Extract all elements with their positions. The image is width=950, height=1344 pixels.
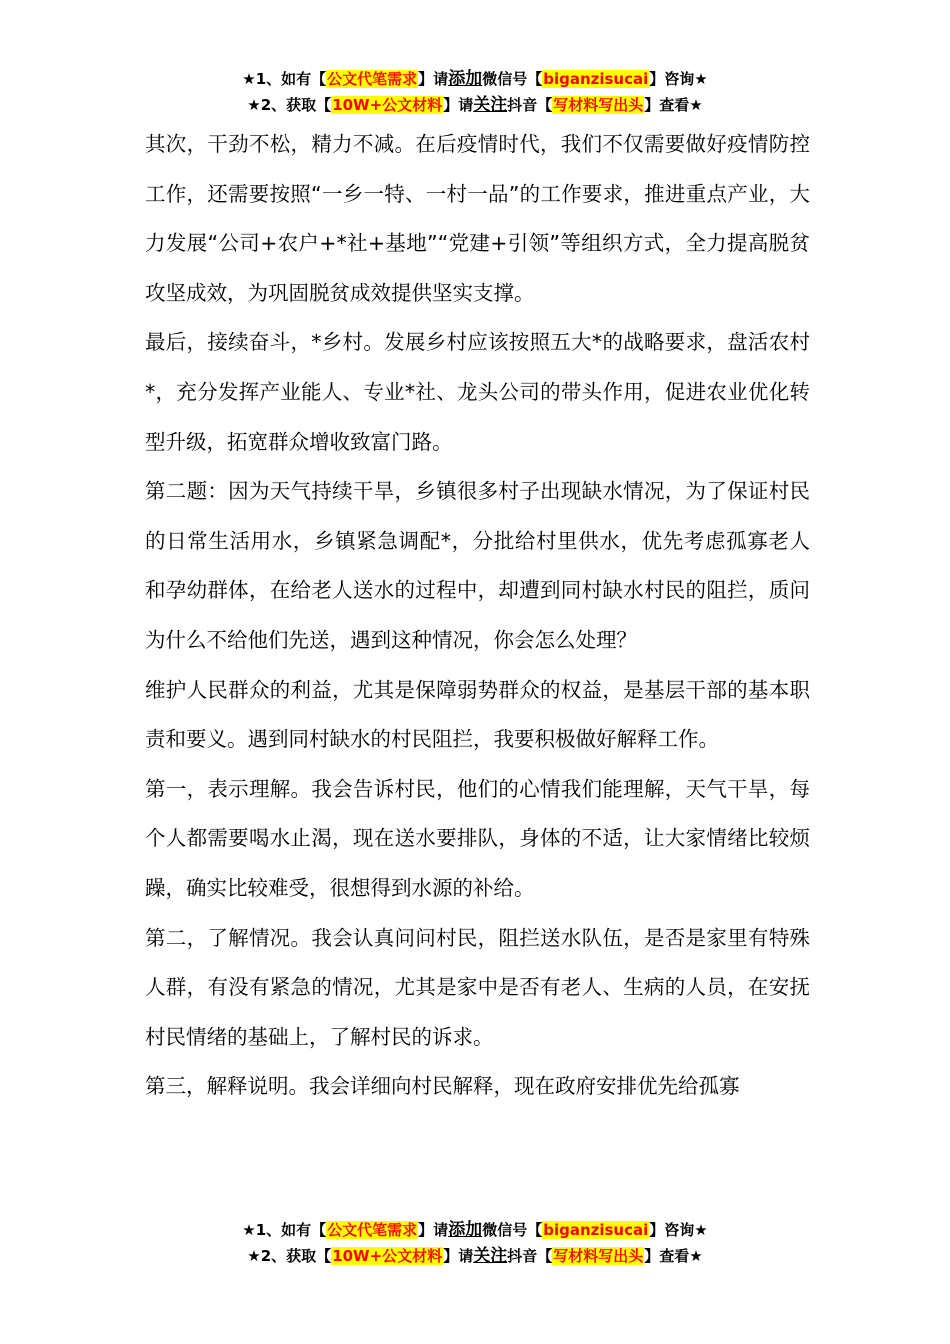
banner-underline: 添加 — [448, 1220, 483, 1240]
banner-text: 】请 — [418, 1221, 449, 1239]
banner-underline: 关注 — [473, 95, 508, 115]
banner-text: 】请 — [418, 70, 449, 88]
banner-text: 】查看★ — [644, 96, 703, 114]
banner-highlight: biganzisucai — [543, 1221, 649, 1239]
banner-highlight: 写材料写出头 — [553, 1247, 644, 1265]
banner-text: 】请 — [443, 96, 474, 114]
paragraph: 维护人民群众的利益，尤其是保障弱势群众的权益，是基层干部的基本职责和要义。遇到同村缺水的村民阻拦，我要积极做好解释工作。 — [145, 677, 810, 752]
banner-line-2 — [0, 1243, 950, 1269]
paragraph: 第二，了解情况。我会认真问问村民，阻拦送水队伍，是否是家里有特殊人群，有没有紧急的情况，尤其是家中是否有老人、生病的人员，在安抚村民情绪的基础上，了解村民的诉求。 — [145, 925, 810, 1049]
banner-line-1 — [0, 66, 950, 92]
banner-underline: 添加 — [448, 69, 483, 89]
banner-text: ★1、如有【 — [242, 1221, 327, 1239]
footer-banner — [0, 1217, 950, 1269]
paragraph: 第三，解释说明。我会详细向村民解释，现在政府安排优先给孤寡 — [145, 1074, 740, 1099]
header-banner — [0, 66, 950, 118]
banner-text: 】咨询★ — [649, 1221, 708, 1239]
banner-text: 抖音【 — [507, 1247, 553, 1265]
paragraph: 最后，接续奋斗，*乡村。发展乡村应该按照五大*的战略要求，盘活农村*，充分发挥产业能人、专业*社、龙头公司的带头作用，促进农业优化转型升级，拓宽群众增收致富门路。 — [145, 330, 810, 454]
banner-underline: 关注 — [473, 1246, 508, 1266]
document-body — [145, 120, 810, 1112]
banner-line-2 — [0, 92, 950, 118]
banner-text: ★1、如有【 — [242, 70, 327, 88]
banner-highlight: 写材料写出头 — [553, 96, 644, 114]
banner-line-1 — [0, 1217, 950, 1243]
banner-text: 】请 — [443, 1247, 474, 1265]
banner-text: 】查看★ — [644, 1247, 703, 1265]
banner-highlight: 10W+公文材料 — [332, 1247, 443, 1265]
banner-highlight: 公文代笔需求 — [327, 70, 418, 88]
paragraph: 第二题：因为天气持续干旱，乡镇很多村子出现缺水情况，为了保证村民的日常生活用水，乡镇紧急调配*，分批给村里供水，优先考虑孤寡老人和孕幼群体，在给老人送水的过程中，却遭到同村缺水村民的阻拦，质问为什么不给他们先送，遇到这种情况，你会怎么处理？ — [145, 479, 810, 652]
banner-text: 】咨询★ — [649, 70, 708, 88]
banner-highlight: biganzisucai — [543, 70, 649, 88]
paragraph: 其次，干劲不松，精力不减。在后疫情时代，我们不仅需要做好疫情防控工作，还需要按照“一乡一特、一村一品”的工作要求，推进重点产业，大力发展“公司+农户+*社+基地”“党建+引领”等组织方式，全力提高脱贫攻坚成效，为巩固脱贫成效提供坚实支撑。 — [145, 132, 810, 305]
banner-text: 抖音【 — [507, 96, 553, 114]
banner-text: ★2、获取【 — [247, 96, 332, 114]
banner-text: ★2、获取【 — [247, 1247, 332, 1265]
banner-text: 微信号【 — [482, 70, 543, 88]
banner-text: 微信号【 — [482, 1221, 543, 1239]
banner-highlight: 10W+公文材料 — [332, 96, 443, 114]
banner-highlight: 公文代笔需求 — [327, 1221, 418, 1239]
paragraph: 第一，表示理解。我会告诉村民，他们的心情我们能理解，天气干旱，每个人都需要喝水止渴，现在送水要排队，身体的不适，让大家情绪比较烦躁，确实比较难受，很想得到水源的补给。 — [145, 776, 810, 900]
